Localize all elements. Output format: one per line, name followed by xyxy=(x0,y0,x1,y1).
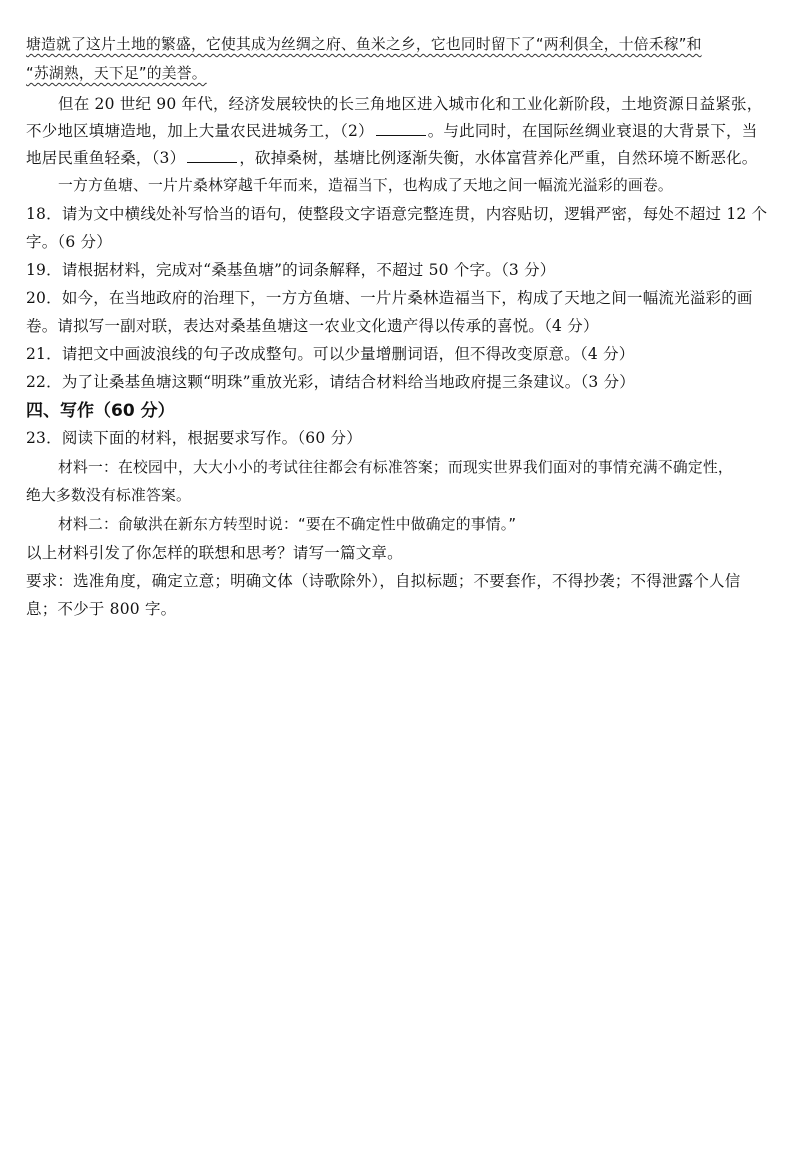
material-2: 材料二：俞敏洪在新东方转型时说：“要在不确定性中做确定的事情。” xyxy=(58,516,517,533)
blank-3-suffix: ，砍掉桑树，基塘比例逐渐失衡，水体富营养化严重，自然环境不断恶化。 xyxy=(239,149,758,167)
passage-wavy-text: “苏湖熟，天下足”的美誉。 xyxy=(26,65,207,82)
passage-paragraph-3: 一方方鱼塘、一片片桑林穿越千年而来，造福当下，也构成了天地之间一幅流光溢彩的画卷。 xyxy=(58,177,673,194)
passage-wavy-line-1: 塘造就了这片土地的繁盛，它使其成为丝绸之府、鱼米之乡，它也同时留下了“两利俱全，十倍禾稼”和 xyxy=(26,36,702,53)
writing-requirements-line-2: 息；不少于 800 字。 xyxy=(26,600,177,618)
material-1-line-1: 材料一：在校园中，大大小小的考试往往都会有标准答案；而现实世界我们面对的事情充满不确定性， xyxy=(58,459,733,476)
question-22: 22．为了让桑基鱼塘这颗“明珠”重放光彩，请结合材料给当地政府提三条建议。（3 分） xyxy=(26,373,636,391)
question-23: 23．阅读下面的材料，根据要求写作。（60 分） xyxy=(26,429,362,447)
writing-requirements-line-1: 要求：选准角度，确定立意；明确文体（诗歌除外），自拟标题；不要套作，不得抄袭；不得泄露个人信 xyxy=(26,572,741,590)
passage-wavy-line-2 xyxy=(26,62,780,86)
question-20-line-2: 卷。请拟写一副对联，表达对桑基鱼塘这一农业文化遗产得以传承的喜悦。（4 分） xyxy=(26,317,599,335)
material-1-line-2: 绝大多数没有标准答案。 xyxy=(26,487,191,504)
blank-3-prefix: 地居民重鱼轻桑，（3） xyxy=(26,149,186,167)
passage-paragraph-2-line-2 xyxy=(26,119,780,143)
question-21: 21．请把文中画波浪线的句子改成整句。可以少量增删词语，但不得改变原意。（4 分） xyxy=(26,345,635,363)
question-20-line-1: 20．如今，在当地政府的治理下，一方方鱼塘、一片片桑林造福当下，构成了天地之间一幅流光溢彩的画 xyxy=(26,289,753,307)
blank-2 xyxy=(376,121,426,136)
blank-2-prefix: 不少地区填塘造地，加上大量农民进城务工，（2） xyxy=(26,122,374,140)
question-19: 19．请根据材料，完成对“桑基鱼塘”的词条解释，不超过 50 个字。（3 分） xyxy=(26,261,556,279)
blank-3 xyxy=(187,148,237,163)
question-18-line-2: 字。（6 分） xyxy=(26,233,112,251)
writing-prompt: 以上材料引发了你怎样的联想和思考？请写一篇文章。 xyxy=(26,544,403,562)
passage-paragraph-2-line-1: 但在 20 世纪 90 年代，经济发展较快的长三角地区进入城市化和工业化新阶段，土地资源日益紧张， xyxy=(58,95,763,113)
passage-paragraph-2-line-3 xyxy=(26,146,780,170)
question-18-line-1: 18．请为文中横线处补写恰当的语句，使整段文字语意完整连贯，内容贴切，逻辑严密，每处不超过 12 个 xyxy=(26,205,768,223)
section-heading-writing: 四、写作（60 分） xyxy=(26,401,175,421)
blank-2-suffix: 。与此同时，在国际丝绸业衰退的大背景下，当 xyxy=(427,122,758,140)
